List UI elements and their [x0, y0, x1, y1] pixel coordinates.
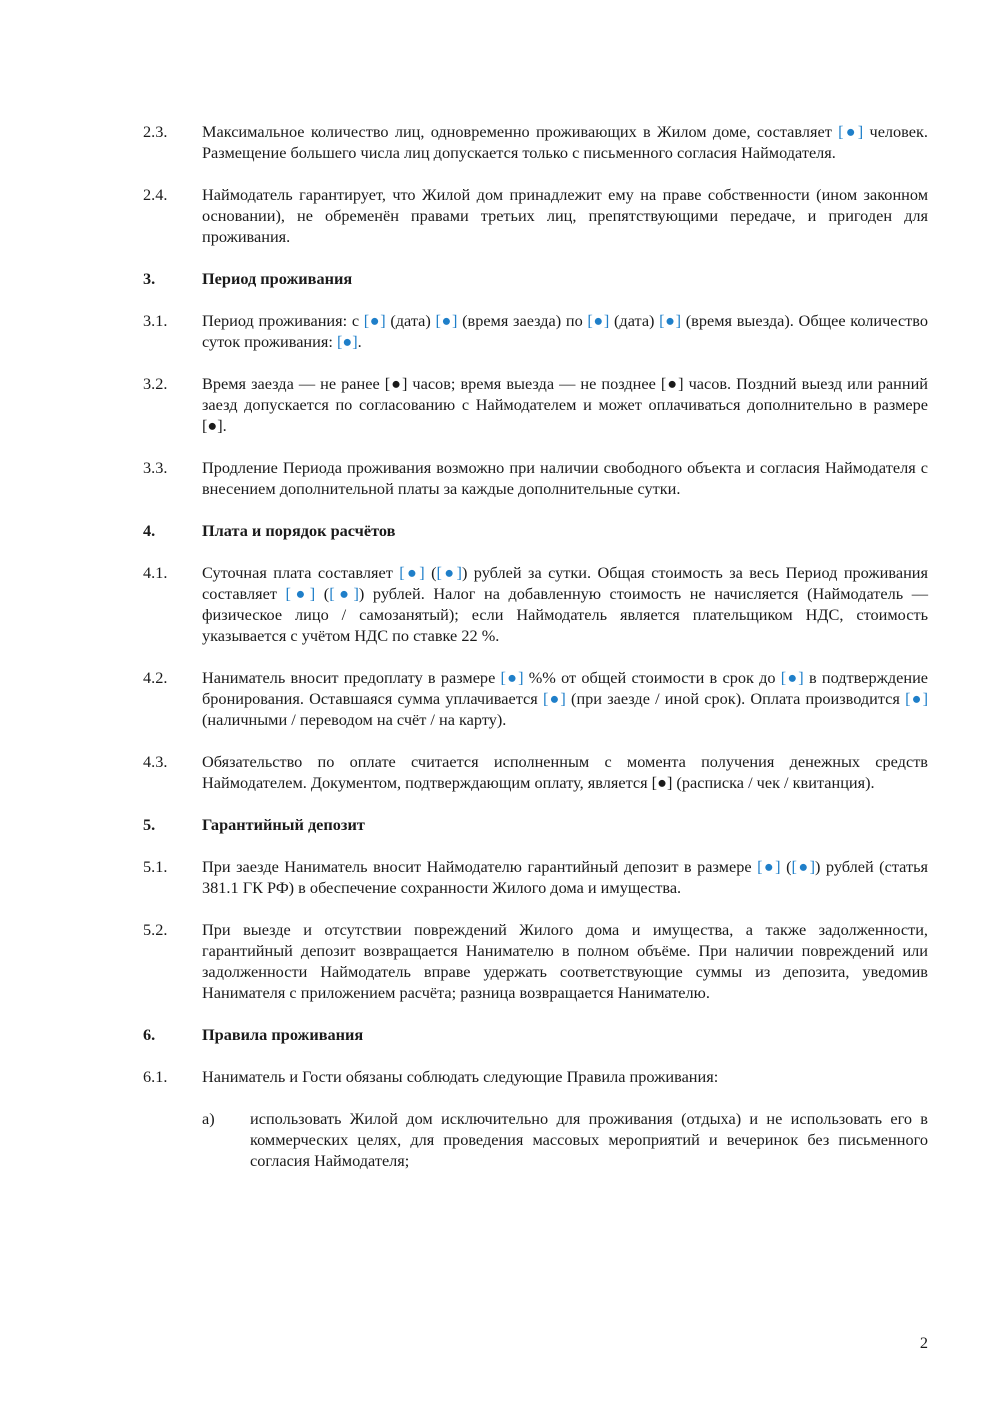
section-title: Период проживания — [202, 269, 353, 288]
placeholder-field[interactable]: [●] — [838, 122, 864, 141]
clause-4-3 — [143, 751, 928, 793]
clause-number: 3.1. — [143, 311, 168, 330]
clause-text: Время заезда — не ранее [●] часов; время выезда — не позднее [●] часов. Поздний выезд или ранний заезд допускается по согласованию с Наймодателем и может оплачиваться дополнительно в размере [●]. — [202, 374, 928, 435]
clause-number: 3.3. — [143, 458, 168, 477]
page-number: 2 — [919, 1333, 928, 1352]
clause-4-1 — [143, 562, 928, 646]
clause-6-1 — [143, 1066, 928, 1087]
section-title: Правила проживания — [202, 1025, 364, 1044]
clause-number: 4.2. — [143, 668, 168, 687]
clause-text: При заезде Наниматель вносит Наймодателю гарантийный депозит в размере [●] ([●]) рублей (статья 381.1 ГК РФ) в обеспечение сохранности Жилого дома и имущества. — [202, 857, 928, 897]
placeholder-field[interactable]: [●] — [329, 584, 359, 603]
clause-text: Наниматель вносит предоплату в размере [●] %% от общей стоимости в срок до [●] в подтверждение бронирования. Оставшаяся сумма уплачивается [●] (при заезде / иной срок). Оплата производится [●] (наличными / переводом на счёт / на карту). — [202, 668, 929, 729]
placeholder-field[interactable]: [●] — [435, 311, 458, 330]
placeholder-field[interactable]: [●] — [659, 311, 682, 330]
placeholder-field[interactable]: [●] — [542, 689, 566, 708]
clause-number: 5.2. — [143, 920, 168, 939]
placeholder-field[interactable]: [●] — [363, 311, 386, 330]
section-3-heading — [143, 268, 928, 289]
section-number: 5. — [143, 815, 156, 834]
clause-number: 4.1. — [143, 563, 168, 582]
clause-text: Период проживания: с [●] (дата) [●] (время заезда) по [●] (дата) [●] (время выезда). Общее количество суток проживания: [●]. — [202, 311, 928, 351]
subclause-text: использовать Жилой дом исключительно для проживания (отдыха) и не использовать его в коммерческих целях, для проведения массовых мероприятий и вечеринок без письменного согласия Наймодателя; — [250, 1109, 928, 1170]
placeholder-field[interactable]: [●] — [757, 857, 781, 876]
clause-number: 5.1. — [143, 857, 168, 876]
section-5-heading — [143, 814, 928, 835]
clause-3-2 — [143, 373, 928, 436]
clause-text: Максимальное количество лиц, одновременно проживающих в Жилом доме, составляет [●] человек. Размещение большего числа лиц допускается только с письменного согласия Наймодателя. — [202, 122, 928, 162]
placeholder-field[interactable]: [●] — [336, 332, 358, 351]
clause-4-2 — [143, 667, 928, 730]
clause-5-2 — [143, 919, 928, 1003]
placeholder-field[interactable]: [●] — [285, 584, 316, 603]
clause-number: 6.1. — [143, 1067, 168, 1086]
placeholder-field[interactable]: [●] — [791, 857, 815, 876]
section-6-heading — [143, 1024, 928, 1045]
clause-number: 4.3. — [143, 752, 168, 771]
clause-text: Продление Периода проживания возможно при наличии свободного объекта и согласия Наймодателя с внесением дополнительной платы за каждые дополнительные сутки. — [202, 458, 928, 498]
section-4-heading — [143, 520, 928, 541]
clause-text: При выезде и отсутствии повреждений Жилого дома и имущества, а также задолженности, гарантийный депозит возвращается Нанимателю в полном объёме. При наличии повреждений или задолженности Наймодатель вправе удержать соответствующие суммы из депозита, уведомив Нанимателя с приложением расчёта; разница возвращается Нанимателю. — [202, 920, 928, 1002]
placeholder-field[interactable]: [●] — [905, 689, 928, 708]
page-content — [143, 121, 928, 1171]
clause-3-3 — [143, 457, 928, 499]
clause-2-4 — [143, 184, 928, 247]
subclause-letter: a) — [202, 1109, 215, 1128]
clause-3-1 — [143, 310, 928, 352]
clause-number: 2.4. — [143, 185, 168, 204]
section-title: Плата и порядок расчётов — [202, 521, 396, 540]
clause-text: Наймодатель гарантирует, что Жилой дом принадлежит ему на праве собственности (ином законном основании), не обременён правами третьих лиц, препятствующими передаче, и пригоден для проживания. — [202, 185, 928, 246]
clause-text: Обязательство по оплате считается исполненным с момента получения денежных средств Наймодателем. Документом, подтверждающим оплату, является [●] (расписка / чек / квитанция). — [202, 752, 928, 792]
placeholder-field[interactable]: [●] — [500, 668, 524, 687]
clause-number: 2.3. — [143, 122, 168, 141]
clause-text: Суточная плата составляет [●] ([●]) рублей за сутки. Общая стоимость за весь Период проживания составляет [●] ([●]) рублей. Налог на добавленную стоимость не начисляется (Наймодатель — физическое лицо / самозанятый); если Наймодатель является плательщиком НДС, стоимость указывается с учётом НДС по ставке 22 %. — [202, 563, 929, 645]
clause-number: 3.2. — [143, 374, 168, 393]
clause-5-1 — [143, 856, 928, 898]
placeholder-field[interactable]: [●] — [780, 668, 804, 687]
section-number: 4. — [143, 521, 156, 540]
clause-text: Наниматель и Гости обязаны соблюдать следующие Правила проживания: — [202, 1067, 719, 1086]
placeholder-field[interactable]: [●] — [399, 563, 425, 582]
placeholder-field[interactable]: [●] — [436, 563, 462, 582]
clause-2-3 — [143, 121, 928, 163]
section-title: Гарантийный депозит — [202, 815, 365, 834]
placeholder-field[interactable]: [●] — [587, 311, 610, 330]
subclause-6-1-a — [202, 1108, 928, 1171]
section-number: 3. — [143, 269, 156, 288]
section-number: 6. — [143, 1025, 156, 1044]
